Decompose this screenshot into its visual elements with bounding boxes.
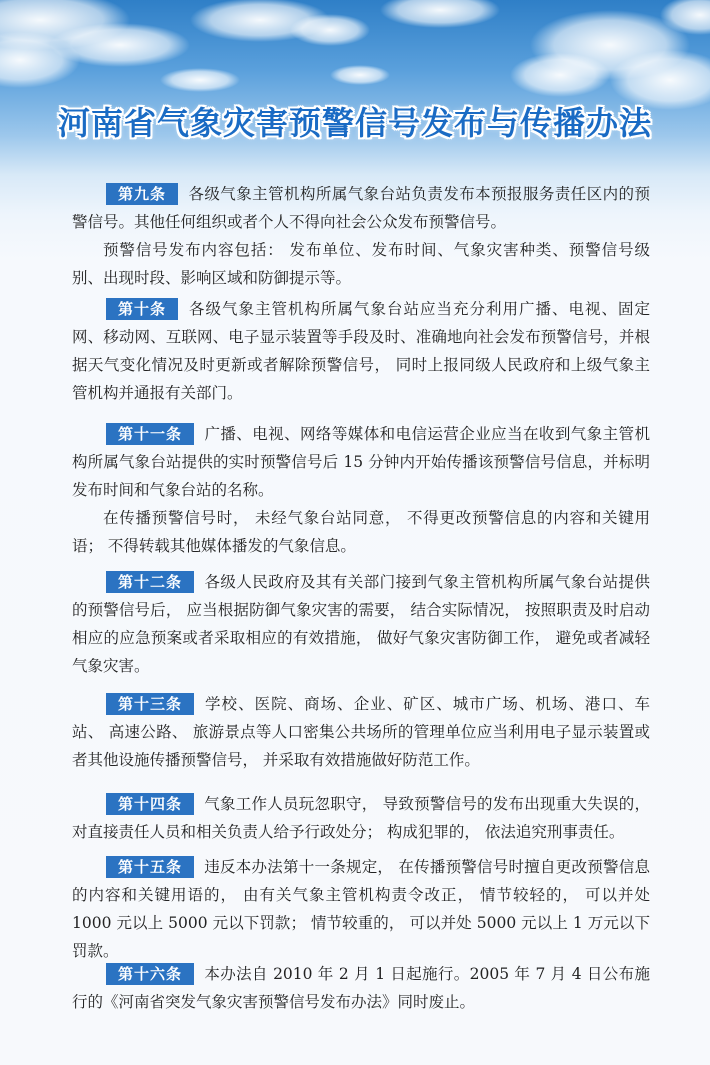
article-text: 学校、医院、商场、企业、矿区、城市广场、机场、港口、车站、 高速公路、 旅游景点等人口密集公共场所的管理单位应当利用电子显示装置或者其他设施传播预警信号， 并采取有效措施做好防范工作。	[72, 695, 650, 769]
article-13	[72, 690, 650, 774]
article-9	[72, 180, 650, 292]
article-11	[72, 420, 650, 560]
article-badge: 第十条	[106, 298, 178, 320]
page-title: 河南省气象灾害预警信号发布与传播办法	[57, 104, 652, 142]
article-10	[72, 295, 650, 407]
article-badge: 第十三条	[106, 693, 194, 715]
article-badge: 第九条	[106, 183, 178, 205]
article-badge: 第十二条	[106, 571, 194, 593]
article-badge: 第十六条	[106, 963, 194, 985]
article-text-extra: 预警信号发布内容包括： 发布单位、发布时间、气象灾害种类、预警信号级别、出现时段、影响区域和防御提示等。	[72, 241, 650, 287]
article-badge: 第十四条	[106, 793, 194, 815]
article-text: 各级气象主管机构所属气象台站应当充分利用广播、电视、固定网、移动网、互联网、电子显示装置等手段及时、准确地向社会发布预警信号，并根据天气变化情况及时更新或者解除预警信号， 同时上报同级人民政府和上级气象主管机构并通报有关部门。	[72, 300, 650, 402]
article-12	[72, 568, 650, 680]
article-text: 违反本办法第十一条规定， 在传播预警信号时擅自更改预警信息的内容和关键用语的， 由有关气象主管机构责令改正， 情节较轻的， 可以并处 1000 元以上 5000 元以下罚款； 情节较重的， 可以并处 5000 元以上 1 万元以下罚款。	[72, 858, 650, 960]
article-text-extra: 在传播预警信号时， 未经气象台站同意， 不得更改预警信息的内容和关键用语； 不得转载其他媒体播发的气象信息。	[72, 509, 650, 555]
article-16	[72, 960, 650, 1016]
article-15	[72, 853, 650, 965]
article-text: 本办法自 2010 年 2 月 1 日起施行。2005 年 7 月 4 日公布施行的《河南省突发气象灾害预警信号发布办法》同时废止。	[72, 965, 650, 1011]
article-text: 广播、电视、网络等媒体和电信运营企业应当在收到气象主管机构所属气象台站提供的实时预警信号后 15 分钟内开始传播该预警信号信息，并标明发布时间和气象台站的名称。	[72, 425, 650, 499]
article-text: 各级人民政府及其有关部门接到气象主管机构所属气象台站提供的预警信号后， 应当根据防御气象灾害的需要， 结合实际情况， 按照职责及时启动相应的应急预案或者采取相应的有效措施， 做好气象灾害防御工作， 避免或者减轻气象灾害。	[72, 573, 650, 675]
article-text: 气象工作人员玩忽职守， 导致预警信号的发布出现重大失误的， 对直接责任人员和相关负责人给予行政处分； 构成犯罪的， 依法追究刑事责任。	[72, 795, 650, 841]
article-badge: 第十五条	[106, 856, 194, 878]
article-14	[72, 790, 650, 846]
article-badge: 第十一条	[106, 423, 194, 445]
article-text: 各级气象主管机构所属气象台站负责发布本预报服务责任区内的预警信号。其他任何组织或者个人不得向社会公众发布预警信号。	[72, 185, 650, 231]
